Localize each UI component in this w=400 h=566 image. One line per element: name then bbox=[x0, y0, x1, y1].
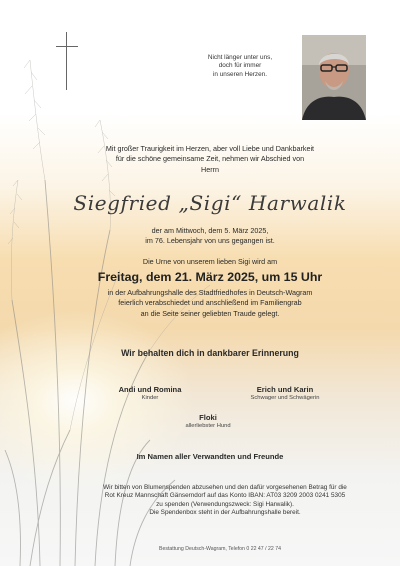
quote-line: in unseren Herzen. bbox=[213, 70, 267, 78]
quote-line: Nicht länger unter uns, bbox=[207, 54, 273, 61]
ceremony-details bbox=[70, 288, 350, 319]
memorial-quote bbox=[185, 54, 295, 79]
quote-line: doch für immer bbox=[218, 62, 262, 70]
donation-line: Die Spendenbox steht in der Aufbahrungshalle bereit. bbox=[149, 509, 301, 517]
mourner-relation: allerliebster Hund bbox=[185, 423, 231, 429]
final-line: Im Namen aller Verwandten und Freunde bbox=[136, 452, 284, 461]
mourner-name: Floki bbox=[199, 413, 217, 422]
donation-line: Wir bitten von Blumenspenden abzusehen und den dafür vorgesehenen Betrag für die bbox=[103, 484, 347, 491]
intro-line: Mit großer Traurigkeit im Herzen, aber voll Liebe und Dankbarkeit bbox=[105, 144, 315, 153]
mourner-name: Erich und Karin bbox=[256, 385, 314, 394]
ceremony-date: Freitag, dem 21. März 2025, um 15 Uhr bbox=[97, 270, 323, 284]
portrait-photo bbox=[302, 35, 366, 120]
donation-line: zu spenden (Verwendungszweck: Sigi Harwalik). bbox=[156, 500, 294, 508]
mourner-relation: Schwager und Schwägerin bbox=[250, 395, 320, 401]
mourner-entry bbox=[230, 385, 340, 401]
death-line: im 76. Lebensjahr von uns gegangen ist. bbox=[145, 236, 275, 246]
death-line: der am Mittwoch, dem 5. März 2025, bbox=[151, 226, 269, 235]
intro-line: für die schöne gemeinsame Zeit, nehmen wir Abschied von bbox=[115, 154, 305, 164]
deceased-name: Siegfried „Sigi“ Harwalik bbox=[73, 191, 347, 215]
donation-line: Rot Kreuz Mannschaft Gänserndorf auf das Konto IBAN: AT03 3209 2003 0241 5305 bbox=[104, 492, 346, 500]
funeral-home-footer: Bestattung Deutsch-Wagram, Telefon 0 22 47 / 22 74 bbox=[159, 546, 281, 552]
intro-line: Herrn bbox=[201, 164, 219, 174]
ceremony-line: in der Aufbahrungshalle des Stadtfriedhofes in Deutsch-Wagram bbox=[107, 288, 313, 297]
portrait-image bbox=[302, 35, 366, 120]
urn-text: Die Urne von unserem lieben Sigi wird am bbox=[142, 257, 278, 266]
mourner-relation: Kinder bbox=[141, 395, 159, 401]
ceremony-line: an die Seite seiner geliebten Traude gelegt. bbox=[140, 308, 280, 318]
ceremony-line: feierlich verabschiedet und anschließend im Familiengrab bbox=[118, 298, 302, 308]
intro-text bbox=[80, 144, 340, 175]
mourner-name: Andi und Romina bbox=[118, 385, 182, 394]
mourner-entry bbox=[158, 413, 258, 429]
cross-icon bbox=[52, 32, 82, 92]
memory-line: Wir behalten dich in dankbarer Erinnerung bbox=[121, 348, 299, 358]
mourner-entry bbox=[100, 385, 200, 401]
death-notice bbox=[100, 226, 320, 247]
donation-request bbox=[95, 484, 355, 518]
